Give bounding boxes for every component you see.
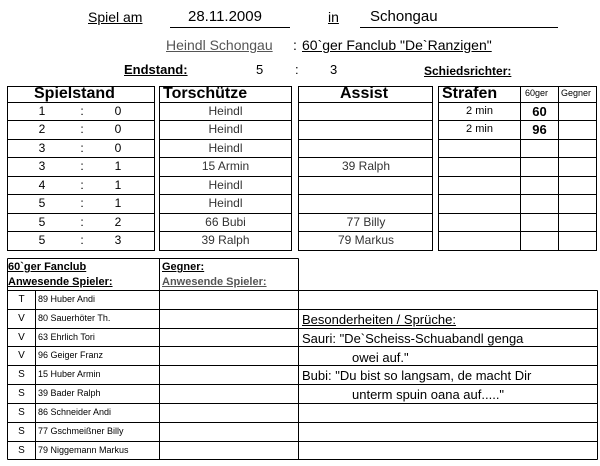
player-position: S: [18, 369, 25, 380]
assist-cell: 79 Markus: [337, 233, 395, 247]
score-home-cell: 4: [38, 178, 46, 192]
player-name: 63 Ehrlich Tori: [38, 332, 95, 342]
gegner-header: Gegner: [561, 88, 592, 98]
score-away-cell: 0: [114, 104, 122, 118]
note-line: unterm spuin oana auf.....": [352, 387, 505, 402]
match-location: Schongau: [370, 8, 438, 25]
in-label: in: [328, 9, 339, 25]
gegner-label: Gegner:: [162, 261, 205, 273]
score-away-cell: 3: [114, 233, 122, 247]
gegner-present-label: Anwesende Spieler:: [162, 276, 267, 288]
sixty-ger-header: 60ger: [525, 88, 549, 98]
penalty-player-60ger: 96: [532, 122, 547, 137]
torschuetze-header: Torschütze: [163, 85, 248, 102]
score-colon: :: [80, 141, 84, 155]
player-name: 80 Sauerhöter Th.: [38, 313, 111, 323]
schiedsrichter-label: Schiedsrichter:: [424, 64, 512, 78]
score-home-cell: 5: [38, 196, 46, 210]
spiel-am-label: Spiel am: [88, 9, 143, 25]
scorer-cell: Heindl: [208, 196, 243, 210]
score-colon: :: [80, 215, 84, 229]
assist-cell: 77 Billy: [346, 215, 386, 229]
player-position: S: [18, 388, 25, 399]
present-players-label: Anwesende Spieler:: [8, 276, 113, 288]
scorer-cell: Heindl: [208, 104, 243, 118]
player-position: T: [18, 294, 25, 305]
player-name: 77 Gschmeißner Billy: [38, 426, 124, 436]
player-name: 96 Geiger Franz: [38, 350, 104, 360]
notes-heading: Besonderheiten / Sprüche:: [302, 312, 456, 327]
penalty-time: 2 min: [466, 123, 493, 135]
score-home-cell: 1: [38, 104, 46, 118]
score-colon: :: [80, 233, 84, 247]
assist-cell: 39 Ralph: [341, 159, 391, 173]
score-away-cell: 0: [114, 141, 122, 155]
penalty-player-60ger: 60: [532, 104, 547, 119]
player-position: S: [18, 445, 25, 456]
score-colon: :: [80, 196, 84, 210]
player-name: 86 Schneider Andi: [38, 407, 112, 417]
player-name: 39 Bader Ralph: [38, 388, 101, 398]
score-colon: :: [80, 159, 84, 173]
endstand-label: Endstand:: [124, 62, 188, 77]
home-team: Heindl Schongau: [166, 37, 273, 53]
score-away-cell: 1: [114, 196, 122, 210]
assist-header: Assist: [340, 85, 389, 102]
score-separator: :: [295, 62, 299, 77]
scorer-cell: Heindl: [208, 122, 243, 136]
score-home-cell: 3: [38, 159, 46, 173]
player-position: V: [18, 332, 25, 343]
note-line: owei auf.": [352, 350, 409, 365]
away-team: 60`ger Fanclub "De`Ranzigen": [302, 37, 492, 53]
score-away-cell: 0: [114, 122, 122, 136]
scorer-cell: 15 Armin: [201, 159, 250, 173]
player-position: S: [18, 426, 25, 437]
player-name: 79 Niggemann Markus: [38, 445, 129, 455]
score-home-cell: 5: [38, 233, 46, 247]
note-line: Bubi: "Du bist so langsam, de macht Dir: [302, 368, 532, 383]
score-home: 5: [256, 62, 264, 77]
score-away-cell: 1: [114, 159, 122, 173]
player-name: 15 Huber Armin: [38, 369, 101, 379]
score-home-cell: 2: [38, 122, 46, 136]
scorer-cell: 66 Bubi: [205, 215, 246, 229]
score-home-cell: 3: [38, 141, 46, 155]
scorer-cell: 39 Ralph: [201, 233, 250, 247]
penalty-time: 2 min: [466, 105, 493, 117]
player-position: V: [18, 350, 25, 361]
score-away-cell: 1: [114, 178, 122, 192]
score-away: 3: [330, 62, 338, 77]
strafen-header: Strafen: [442, 85, 498, 102]
scorer-cell: Heindl: [208, 178, 243, 192]
player-position: V: [18, 313, 25, 324]
note-line: Sauri: "De`Scheiss-Schuabandl genga: [302, 331, 524, 346]
score-home-cell: 5: [38, 215, 46, 229]
match-date: 28.11.2009: [188, 8, 262, 25]
score-colon: :: [80, 178, 84, 192]
player-position: S: [18, 407, 25, 418]
score-away-cell: 2: [114, 215, 122, 229]
spielstand-header: Spielstand: [34, 85, 115, 102]
player-name: 89 Huber Andi: [38, 294, 96, 304]
score-colon: :: [80, 122, 84, 136]
scorer-cell: Heindl: [208, 141, 243, 155]
team-separator: :: [293, 37, 297, 53]
team-roster-label: 60`ger Fanclub: [8, 261, 87, 273]
score-colon: :: [80, 104, 84, 118]
